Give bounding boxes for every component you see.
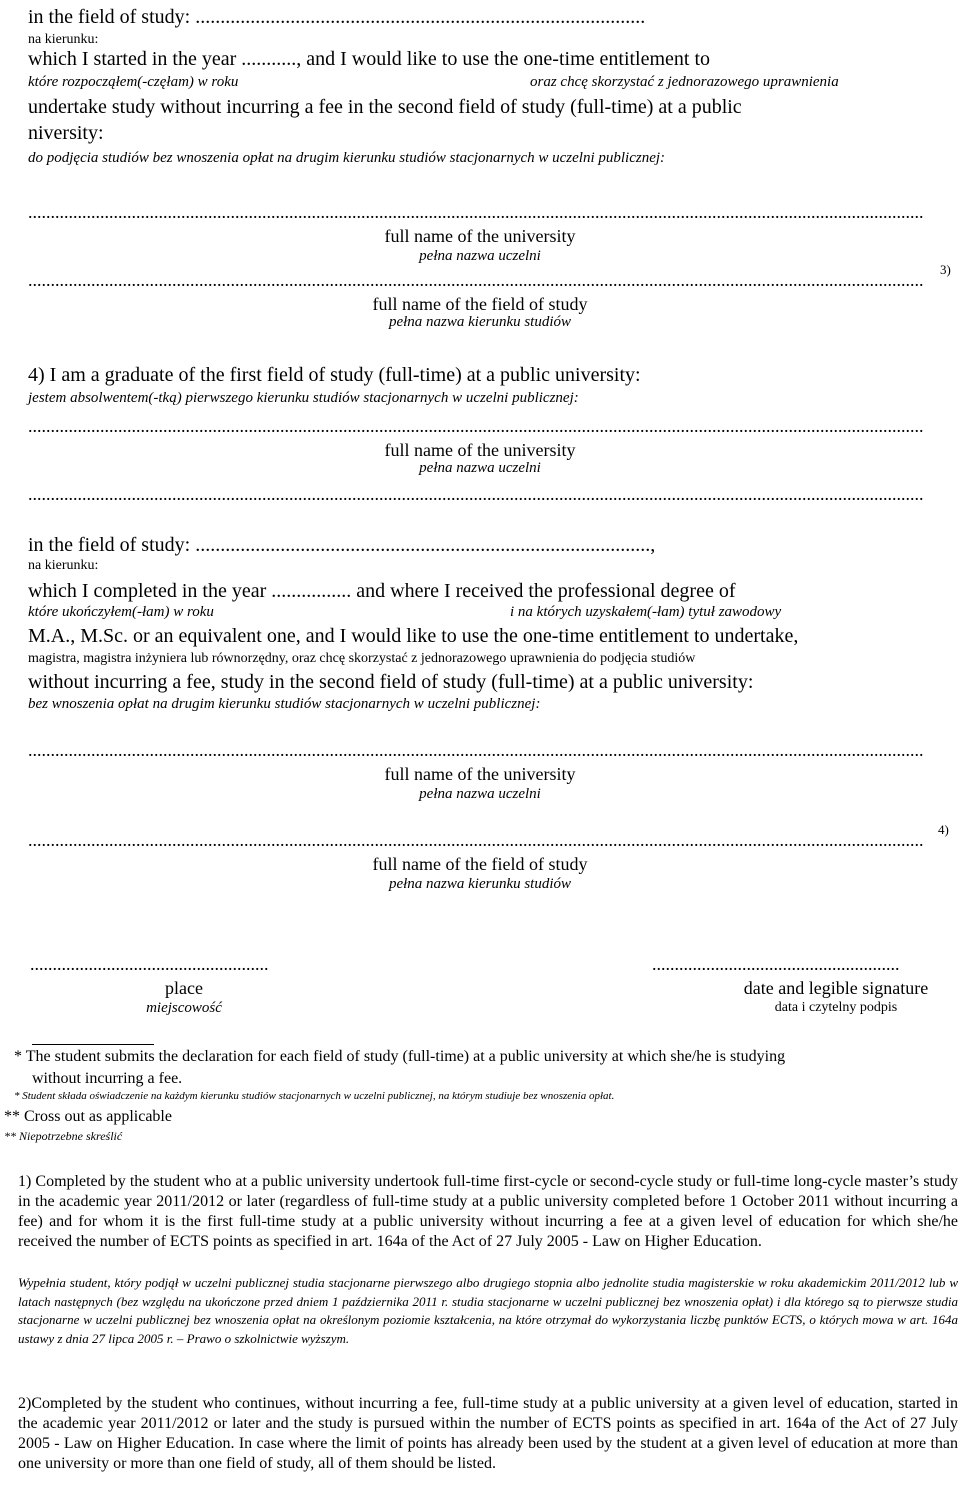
second-university-label: full name of the university bbox=[384, 764, 576, 784]
undertake-pl: do podjęcia studiów bez wnoszenia opłat na drugim kierunku studiów stacjonarnych w uczelni publicznej: bbox=[28, 150, 666, 166]
without-fee-line: without incurring a fee, study in the second field of study (full-time) at a public university: bbox=[28, 671, 754, 693]
undertake-line: undertake study without incurring a fee in the second field of study (full-time) at a public bbox=[28, 96, 742, 118]
university-name-label: full name of the university bbox=[384, 226, 576, 246]
note-1-pl: Wypełnia student, który podjął w uczelni publicznej studia stacjonarne pierwszego albo drugiego stopnia albo jednolite studia magisterskie w roku akademickim 2011/2012 lub w latach następnych (bez względu na ukończone przed dniem 1 października 2011 r. studia stacjonarne w uczelni publicznej bez wnoszenia opłat) i dla którego są to pierwsze studia stacjonarne w uczelni publicznej bez wnoszenia opłat na określonym poziomie kształcenia, na które otrzymał do wykorzystania liczbę punktów ECTS, o których mowa w art. 164a ustawy z dnia 27 lipca 2005 r. – Prawo o szkolnictwie wyższym. bbox=[18, 1275, 958, 1346]
second-field-label-pl: pełna nazwa kierunku studiów bbox=[388, 876, 572, 892]
without-fee-pl: bez wnoszenia opłat na drugim kierunku studiów stacjonarnych w uczelni publicznej: bbox=[28, 696, 541, 712]
date-signature-label-pl: data i czytelny podpis bbox=[774, 1000, 898, 1015]
field-fill-line[interactable]: ....................................................................................................................................................................................................... bbox=[28, 272, 924, 288]
place-label: place bbox=[165, 978, 203, 998]
second-field-label: full name of the field of study bbox=[372, 854, 588, 874]
started-year-line: which I started in the year ..........., and I would like to use the one-time entitlement to bbox=[28, 48, 711, 70]
graduate-university-label: full name of the university bbox=[384, 440, 576, 460]
graduate-university-fill-line[interactable]: ....................................................................................................................................................................................................... bbox=[28, 418, 924, 434]
date-signature-fill-line[interactable]: ....................................................... bbox=[652, 954, 900, 974]
started-year-pl-left: które rozpocząłem(-częłam) w roku bbox=[28, 74, 239, 90]
note-1: 1) Completed by the student who at a public university undertook full-time first-cycle or second-cycle study or full-time long-cycle master’s study in the academic year 2011/2012 or later (regardless of full-time study at a public university completed before 1 October 2011 without incurring a fee) and for whom it is the first full-time study at a public university without incurring a fee at a given level of education for which she/he received the number of ECTS points as specified in art. 164a of the Act of 27 July 2005 - Law on Higher Education. bbox=[18, 1173, 958, 1250]
footnote-double-star: ** Cross out as applicable bbox=[4, 1108, 172, 1125]
second-university-fill-line[interactable]: ....................................................................................................................................................................................................... bbox=[28, 742, 924, 758]
footnote-double-star-pl: ** Niepotrzebne skreślić bbox=[4, 1129, 123, 1143]
footnote-star-cont: without incurring a fee. bbox=[32, 1070, 183, 1087]
graduate-university-label-pl: pełna nazwa uczelni bbox=[419, 460, 541, 476]
completed-year-line: which I completed in the year ................ and where I received the professional degree of bbox=[28, 580, 736, 602]
university-label-fragment: niversity: bbox=[28, 122, 104, 144]
place-fill-line[interactable]: ..................................................... bbox=[30, 954, 269, 974]
graduate-field-line: in the field of study: ..........................................................................................., bbox=[28, 534, 656, 556]
footnote-marker-3: 3) bbox=[940, 262, 951, 277]
field-name-label-pl: pełna nazwa kierunku studiów bbox=[388, 314, 572, 330]
graduate-na-kierunku: na kierunku: bbox=[28, 558, 99, 573]
note-2: 2)Completed by the student who continues, without incurring a fee, full-time study at a public university at a given level of education, started in the academic year 2011/2012 or later and the study is pursued within the number of ECTS points as specified in art. 164a of the Act of 27 July 2005 - Law on Higher Education. In case where the limit of points has already been used by the student at a given level of education at more than one university or more than one field of study, all of them should be listed. bbox=[18, 1395, 958, 1472]
field-name-label: full name of the field of study bbox=[372, 294, 588, 314]
footnote-divider bbox=[32, 1044, 154, 1045]
second-field-fill-line[interactable]: ....................................................................................................................................................................................................... bbox=[28, 832, 924, 848]
date-signature-label: date and legible signature bbox=[743, 978, 929, 998]
university-name-label-pl: pełna nazwa uczelni bbox=[419, 248, 541, 264]
section4-heading: 4) I am a graduate of the first field of study (full-time) at a public university: bbox=[28, 364, 641, 386]
footnote-star-pl: * Student składa oświadczenie na każdym kierunku studiów stacjonarnych w uczelni publicznej, na którym studiuje bez wnoszenia opłat. bbox=[14, 1090, 615, 1102]
completed-year-pl-right: i na których uzyskałem(-łam) tytuł zawodowy bbox=[510, 604, 782, 620]
footnote-star: * The student submits the declaration for each field of study (full-time) at a public university at which she/he is studying bbox=[14, 1048, 786, 1065]
footnote-marker-4: 4) bbox=[938, 822, 949, 837]
started-year-pl-right: oraz chcę skorzystać z jednorazowego uprawnienia bbox=[530, 74, 839, 90]
degree-pl: magistra, magistra inżyniera lub równorzędny, oraz chcę skorzystać z jednorazowego uprawnienia do podjęcia studiów bbox=[28, 651, 696, 666]
field-of-study-line: in the field of study: .......................................................................................... bbox=[28, 6, 646, 28]
na-kierunku-label: na kierunku: bbox=[28, 32, 99, 47]
section4-heading-pl: jestem absolwentem(-tką) pierwszego kierunku studiów stacjonarnych w uczelni publicznej: bbox=[28, 390, 579, 406]
graduate-extra-fill-line[interactable]: ....................................................................................................................................................................................................... bbox=[28, 486, 924, 502]
second-university-label-pl: pełna nazwa uczelni bbox=[419, 786, 541, 802]
completed-year-pl-left: które ukończyłem(-łam) w roku bbox=[28, 604, 214, 620]
degree-line: M.A., M.Sc. or an equivalent one, and I would like to use the one-time entitlement to undertake, bbox=[28, 625, 799, 647]
university-fill-line[interactable]: ....................................................................................................................................................................................................... bbox=[28, 204, 924, 220]
place-label-pl: miejscowość bbox=[146, 1000, 222, 1016]
